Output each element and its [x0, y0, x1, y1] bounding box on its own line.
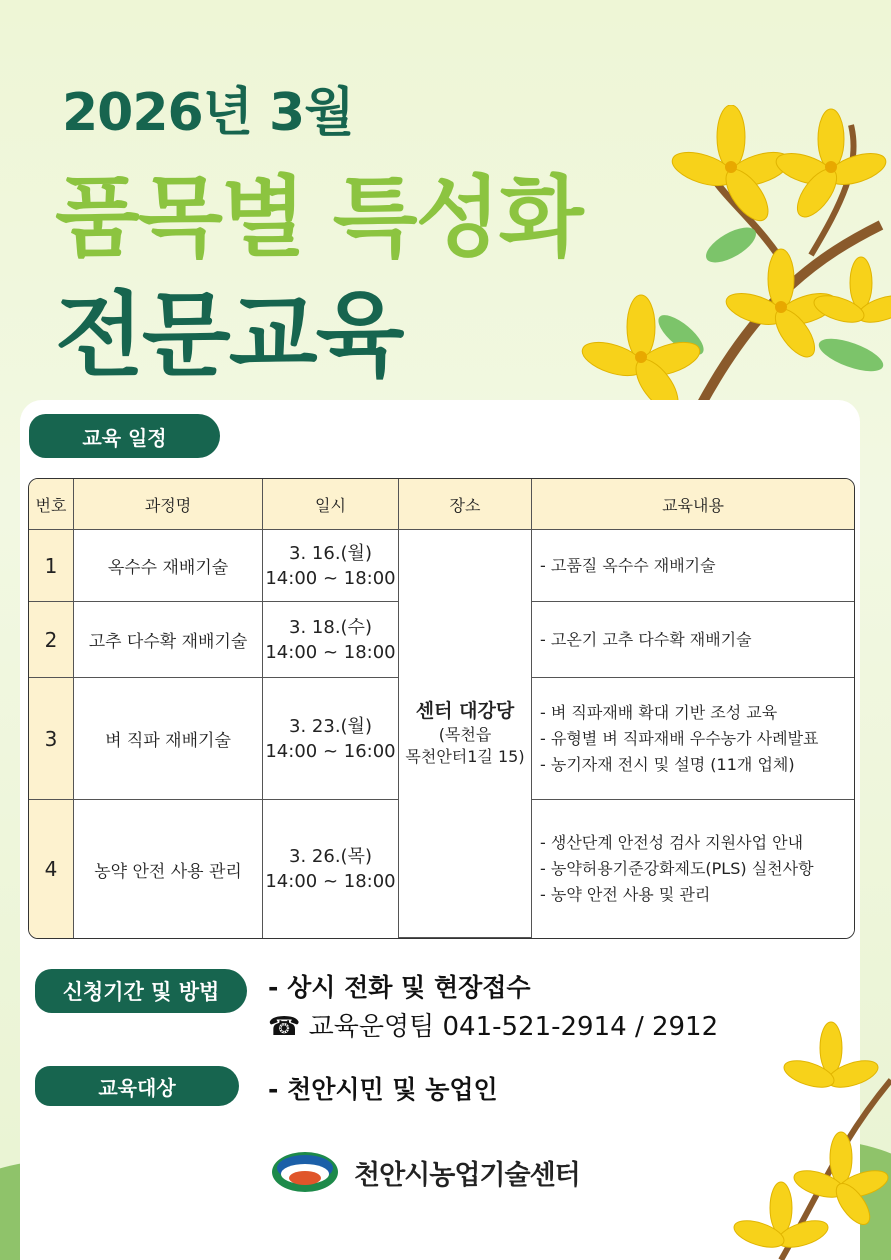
course-date: 3. 16.(월) — [289, 542, 372, 564]
column-header: 번호 — [29, 479, 74, 530]
target-text: - 천안시민 및 농업인 — [268, 1075, 498, 1104]
target-section-label: 교육대상 — [35, 1066, 239, 1106]
apply-phone-text: ☎ 교육운영팀 041-521-2914 / 2912 — [268, 1012, 719, 1042]
row-number: 3 — [29, 678, 74, 800]
course-name: 벼 직파 재배기술 — [74, 678, 263, 800]
schedule-table — [28, 478, 855, 939]
course-time: 14:00 ~ 18:00 — [265, 871, 396, 892]
course-name: 옥수수 재배기술 — [74, 530, 263, 602]
content-item: - 고온기 고추 다수확 재배기술 — [540, 629, 752, 649]
content-item: - 농약허용기준강화제도(PLS) 실천사항 — [540, 859, 814, 878]
column-header: 장소 — [399, 479, 532, 530]
content-item: - 생산단계 안전성 검사 지원사업 안내 — [540, 833, 804, 852]
content-item: - 농약 안전 사용 및 관리 — [540, 885, 711, 904]
row-number: 1 — [29, 530, 74, 602]
place-sub: (목천읍 — [438, 724, 492, 744]
column-header: 일시 — [263, 479, 399, 530]
course-time: 14:00 ~ 16:00 — [265, 740, 396, 762]
place-sub: 목천안터1길 15) — [405, 746, 525, 766]
course-datetime — [263, 800, 399, 938]
course-content — [532, 602, 854, 678]
course-datetime — [263, 678, 399, 800]
column-header: 교육내용 — [532, 479, 854, 530]
course-datetime — [263, 602, 399, 678]
course-content — [532, 530, 854, 602]
course-date: 3. 18.(수) — [289, 616, 372, 638]
year-month: 2026년 3월 — [62, 83, 354, 143]
table-row — [29, 530, 854, 602]
apply-method-text: - 상시 전화 및 현장접수 — [268, 973, 531, 1002]
forsythia-illustration — [561, 105, 891, 415]
row-number: 2 — [29, 602, 74, 678]
title-line1: 품목별 특성화 — [55, 166, 582, 269]
course-name: 농약 안전 사용 관리 — [74, 800, 263, 938]
course-content — [532, 678, 854, 800]
content-item: - 유형별 벼 직파재배 우수농가 사례발표 — [540, 728, 819, 748]
row-number: 4 — [29, 800, 74, 938]
course-time: 14:00 ~ 18:00 — [265, 567, 396, 589]
course-content — [532, 800, 854, 938]
org-name: 천안시농업기술센터 — [354, 1159, 580, 1191]
table-header-row — [29, 479, 854, 530]
course-place — [399, 530, 532, 938]
apply-section-label: 신청기간 및 방법 — [35, 969, 247, 1013]
title-line2: 전문교육 — [55, 282, 403, 389]
column-header: 과정명 — [74, 479, 263, 530]
course-time: 14:00 ~ 18:00 — [265, 641, 396, 663]
course-datetime — [263, 530, 399, 602]
course-date: 3. 26.(목) — [289, 846, 372, 867]
org-emblem-icon — [270, 1148, 340, 1196]
content-item: - 고품질 옥수수 재배기술 — [540, 555, 716, 575]
schedule-section-label: 교육 일정 — [29, 414, 220, 458]
content-item: - 농기자재 전시 및 설명 (11개 업체) — [540, 754, 795, 774]
place-main: 센터 대강당 — [415, 699, 515, 722]
course-date: 3. 23.(월) — [289, 715, 372, 737]
forsythia-corner-illustration — [721, 1020, 891, 1260]
content-item: - 벼 직파재배 확대 기반 조성 교육 — [540, 702, 778, 722]
org-logo — [270, 1148, 580, 1196]
course-name: 고추 다수확 재배기술 — [74, 602, 263, 678]
